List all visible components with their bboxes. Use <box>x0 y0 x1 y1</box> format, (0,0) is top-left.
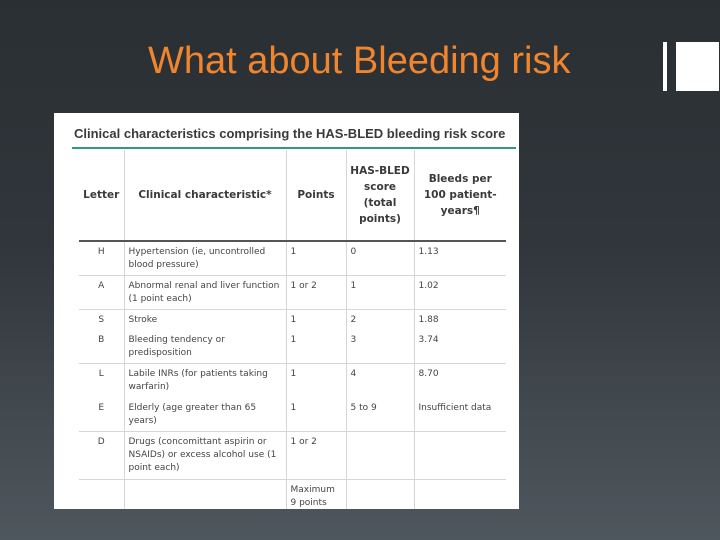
cell-bleeds: 1.13 <box>418 247 439 257</box>
cell-points: 1 <box>286 241 346 276</box>
cell-characteristic: Elderly (age greater than 65 years) <box>124 398 286 432</box>
cell-bleeds: 8.70 <box>414 364 506 398</box>
header-bleeds: Bleeds per 100 patient-years¶ <box>414 150 506 241</box>
table-row <box>79 364 506 398</box>
cell-score: 0 <box>346 241 414 276</box>
cell-letter: S <box>79 310 124 331</box>
table-caption: Clinical characteristics comprising the HAS-BLED bleeding risk score <box>74 126 506 141</box>
cell-characteristic <box>124 479 286 509</box>
cell-bleeds <box>414 479 506 509</box>
cell-letter: L <box>79 364 124 398</box>
cell-score: 3 <box>346 330 414 364</box>
cell-points: 1 <box>286 398 346 432</box>
cell-score: 5 to 9 <box>346 398 414 432</box>
has-bled-table <box>79 150 506 509</box>
table-row <box>79 276 506 310</box>
table-row <box>79 479 506 509</box>
cell-bleeds: Insufficient data <box>418 402 492 413</box>
table-header-row <box>79 150 506 241</box>
cell-score: 2 <box>346 310 414 331</box>
cell-letter: D <box>79 431 124 479</box>
cell-characteristic: Stroke <box>124 310 286 331</box>
cell-letter: H <box>79 241 124 276</box>
caption-rule <box>72 147 516 149</box>
slide-title: What about Bleeding risk <box>148 40 571 82</box>
cell-letter <box>79 479 124 509</box>
cell-score: 1 <box>346 276 414 310</box>
corner-bars-decoration <box>663 42 719 91</box>
cell-points: Maximum 9 points <box>286 479 346 509</box>
header-points: Points <box>286 150 346 241</box>
cell-bleeds: 1.02 <box>414 276 506 310</box>
cell-letter: B <box>79 330 124 364</box>
cell-characteristic: Bleeding tendency or predisposition <box>124 330 286 364</box>
cell-characteristic: Abnormal renal and liver function (1 point each) <box>124 276 286 310</box>
has-bled-table-image <box>54 113 519 509</box>
cell-score <box>346 479 414 509</box>
thick-bar <box>676 42 719 91</box>
cell-letter: A <box>79 276 124 310</box>
cell-bleeds <box>414 431 506 479</box>
thin-bar <box>663 42 667 91</box>
cell-characteristic: Hypertension (ie, uncontrolled blood pressure) <box>124 241 286 276</box>
table-row <box>79 431 506 479</box>
cell-points: 1 <box>286 310 346 331</box>
cell-score: 4 <box>346 364 414 398</box>
table-row <box>79 241 506 276</box>
table-row <box>79 330 506 364</box>
table-row <box>79 310 506 331</box>
cell-score <box>346 431 414 479</box>
table-row <box>79 398 506 432</box>
cell-points: 1 or 2 <box>286 276 346 310</box>
header-letter: Letter <box>79 150 124 241</box>
cell-points: 1 <box>286 364 346 398</box>
cell-characteristic: Labile INRs (for patients taking warfarin) <box>124 364 286 398</box>
cell-bleeds: 1.88 <box>414 310 506 331</box>
cell-points: 1 or 2 <box>286 431 346 479</box>
header-score: HAS-BLED score (total points) <box>346 150 414 241</box>
cell-characteristic: Drugs (concomittant aspirin or NSAIDs) or excess alcohol use (1 point each) <box>124 431 286 479</box>
cell-bleeds: 3.74 <box>418 335 439 345</box>
cell-letter: E <box>79 398 124 432</box>
header-characteristic: Clinical characteristic* <box>124 150 286 241</box>
cell-points: 1 <box>286 330 346 364</box>
